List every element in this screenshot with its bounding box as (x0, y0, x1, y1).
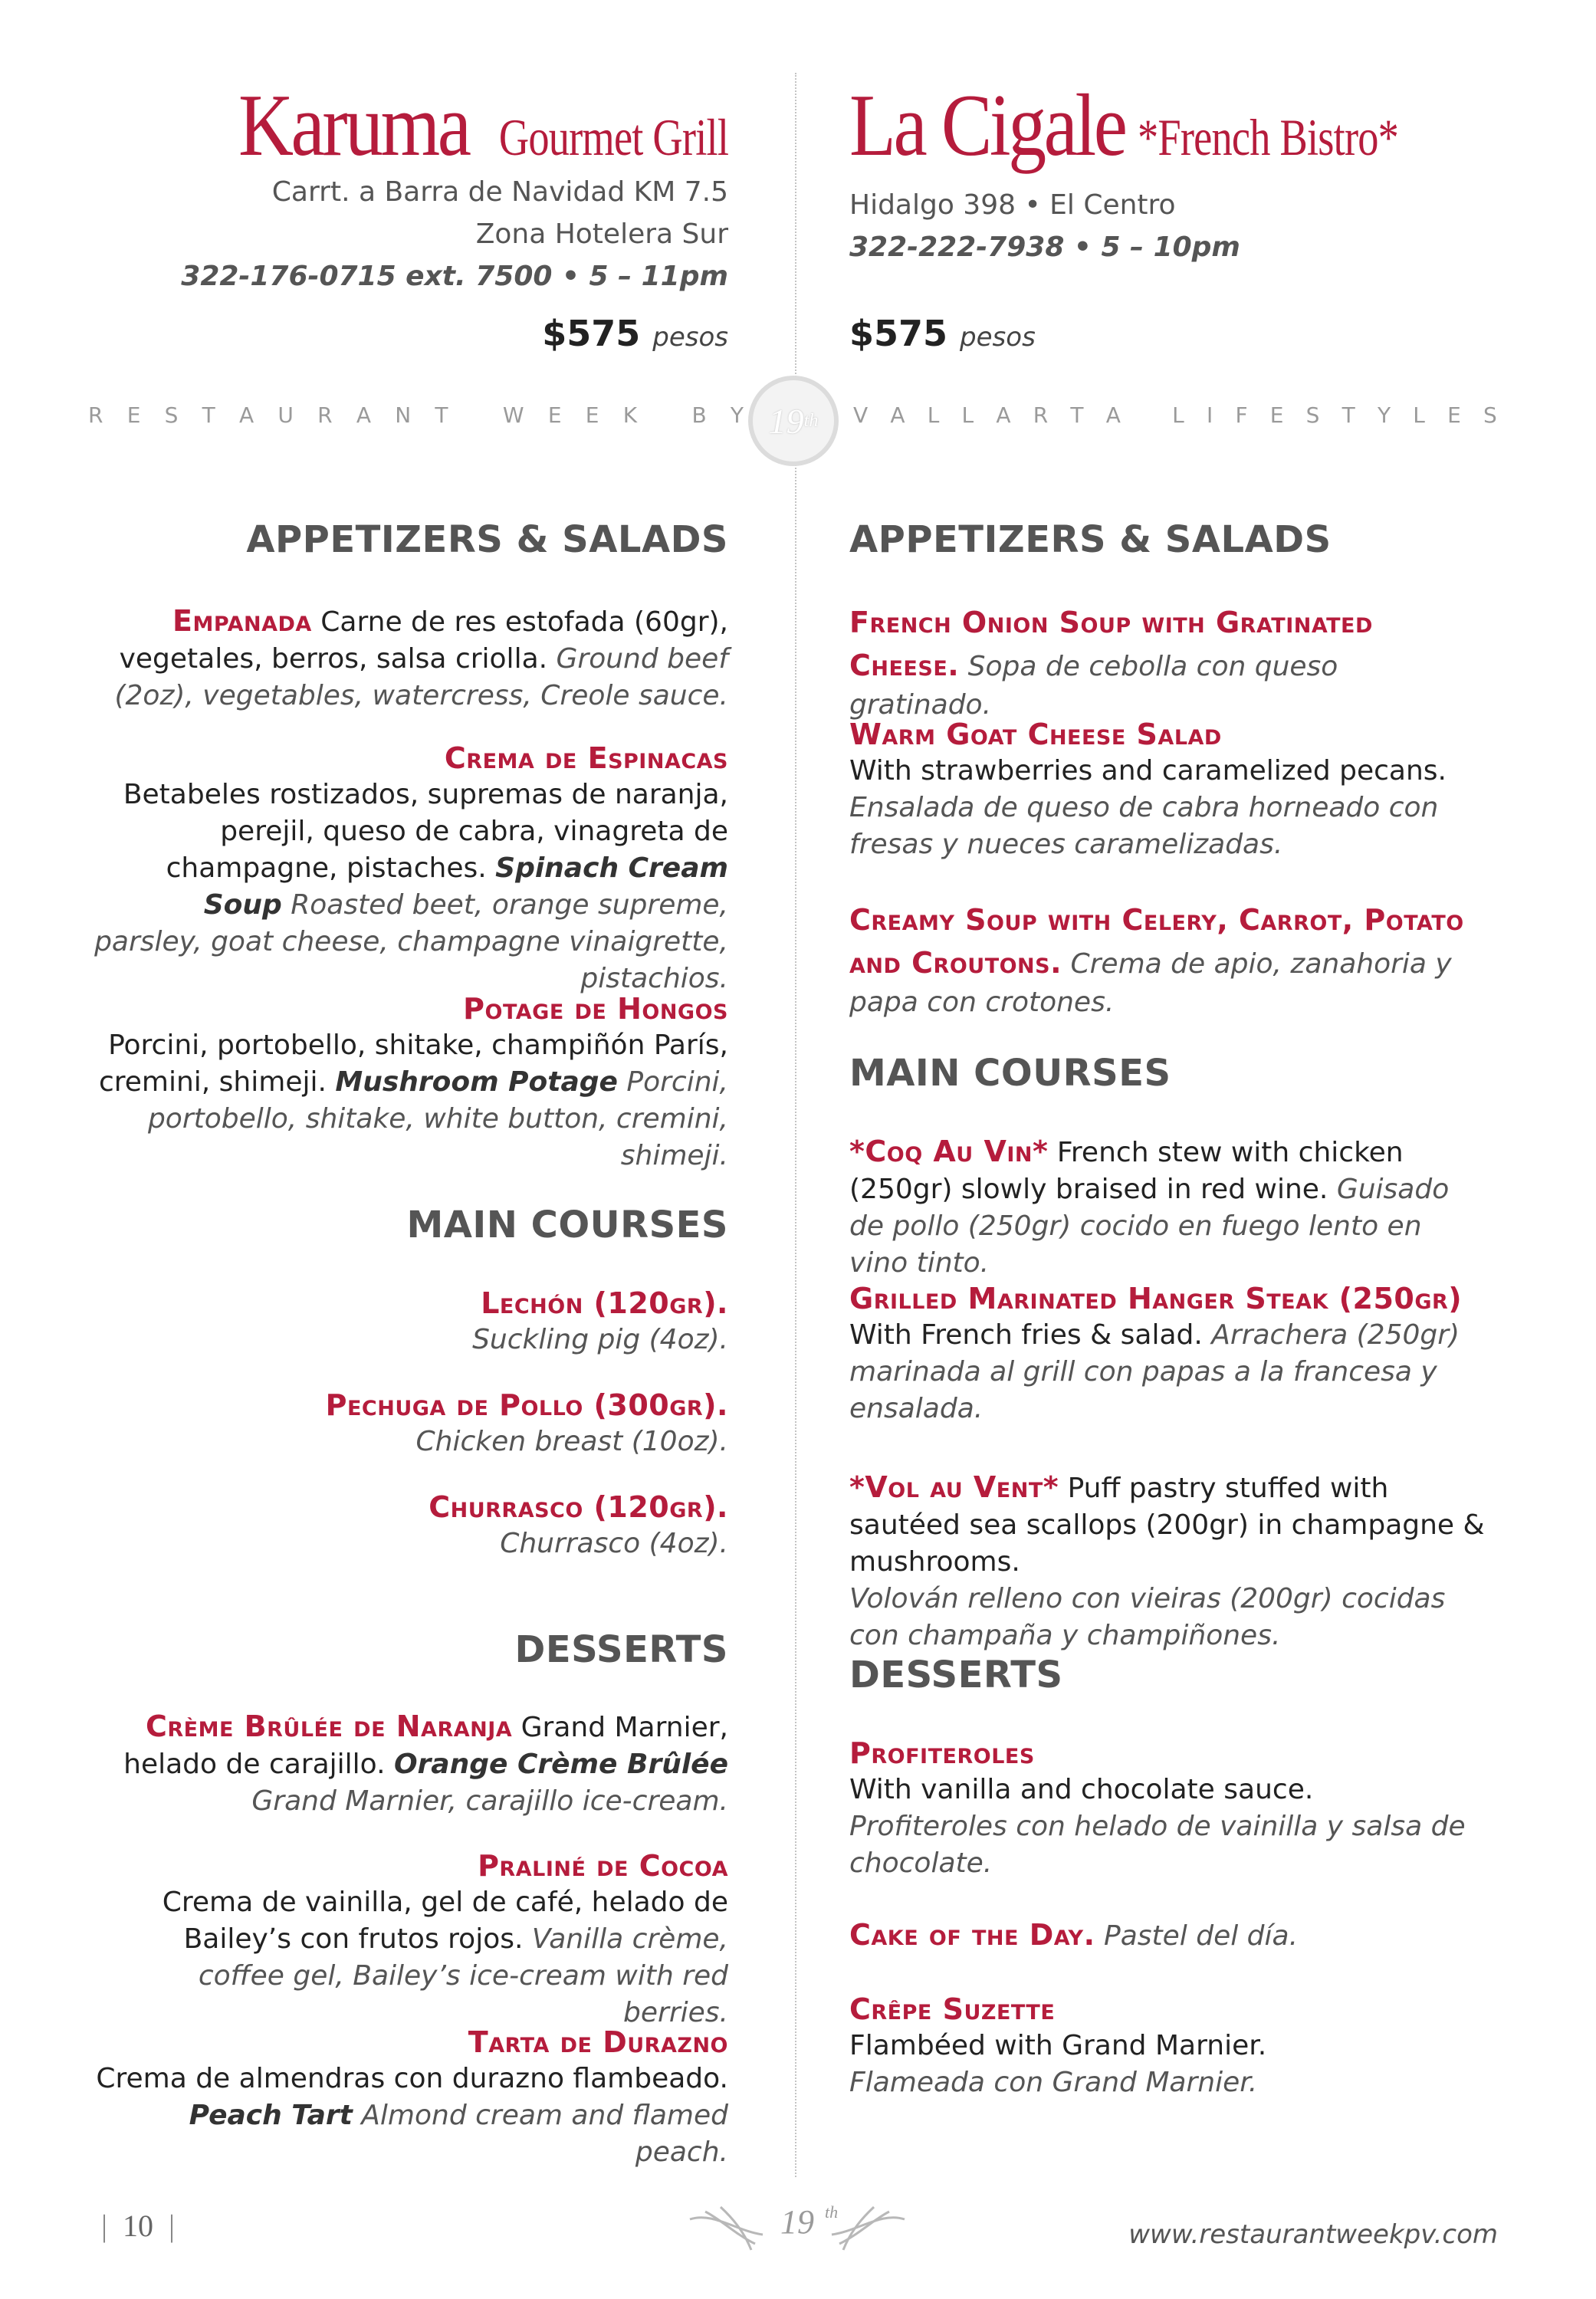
dish-translation: Chicken breast (10oz). (415, 1426, 728, 1457)
dish-english-name: Orange Crème Brûlée (393, 1749, 728, 1780)
dish-description: Porcini, portobello, shitake, champiñón París, cremini, shimeji. (98, 1030, 728, 1098)
banner-letter: T (435, 402, 448, 428)
banner-letter: B (691, 402, 707, 428)
banner-letter: R (317, 402, 333, 428)
dish-english-name: Spinach Cream Soup (203, 852, 728, 921)
dish-name: Churrasco (120gr). (429, 1490, 728, 1524)
banner-letter: A (890, 402, 905, 428)
dish-translation: Churrasco (4oz). (500, 1528, 728, 1559)
banner-letter: Y (730, 402, 744, 428)
banner-letter: V (853, 402, 869, 428)
price (542, 313, 728, 354)
dish-description: Grand Marnier, helado de carajillo. (123, 1712, 728, 1780)
menu-item (92, 1847, 728, 2031)
banner-letter: E (1269, 402, 1284, 428)
banner-letter (661, 402, 668, 428)
price-unit: pesos (960, 322, 1036, 353)
dish-translation: Sopa de cebolla con queso gratinado. (849, 651, 1338, 721)
restaurant-address (181, 171, 728, 297)
banner-letter: E (585, 402, 599, 428)
dish-name: Creamy Soup with Celery, Carrot, Potato and Croutons. (849, 903, 1464, 980)
banner-letter: S (1305, 402, 1320, 428)
dish-description: With French fries & salad. (849, 1319, 1212, 1351)
banner-letter: L (961, 402, 974, 428)
dish-name: Pechuga de Pollo (300gr). (325, 1388, 728, 1422)
dish-name: Crêpe Suzette (849, 1992, 1056, 2026)
dish-translation: Porcini, portobello, shitake, white button, cremini, shimeji. (147, 1066, 728, 1171)
banner-letter: E (126, 402, 141, 428)
menu-item (849, 898, 1486, 1021)
dish-translation: Pastel del día. (1095, 1920, 1299, 1952)
dish-description: Flambéed with Grand Marnier. (849, 2030, 1267, 2061)
restaurant-name-sub: *French Bistro* (1138, 108, 1399, 166)
menu-item (92, 1708, 728, 1820)
dish-name: *Vol au Vent* (849, 1470, 1059, 1504)
dish-name: Lechón (120gr). (481, 1286, 728, 1320)
menu-item (92, 990, 728, 1174)
phone-hours: 322-176-0715 ext. 7500 • 5 – 11pm (181, 261, 728, 292)
restaurant-name-main: Karuma (238, 77, 469, 175)
dish-translation: Crema de apio, zanahoria y papa con crotones. (849, 948, 1452, 1018)
dish-description: With strawberries and caramelized pecans. (849, 755, 1447, 787)
banner-letter: N (395, 402, 412, 428)
price-amount: $575 (849, 313, 948, 354)
banner-letter: E (1447, 402, 1461, 428)
section-title: DESSERTS (849, 1654, 1063, 1696)
banner-letter (472, 402, 479, 428)
dish-translation: Flameada con Grand Marnier. (849, 2067, 1258, 2098)
footer-logo (675, 2189, 920, 2261)
price-unit: pesos (652, 322, 728, 353)
banner-letter: T (202, 402, 215, 428)
banner-left-text (88, 402, 744, 428)
banner-letter: K (622, 402, 638, 428)
menu-item (92, 740, 728, 997)
phone-hours: 322-222-7938 • 5 – 10pm (849, 232, 1240, 263)
dish-translation: Vanilla crème, coffee gel, Bailey’s ice-cream with red berries. (198, 1923, 728, 2028)
banner-letter: A (356, 402, 371, 428)
dish-translation: Volován relleno con vieiras (200gr) cocidas con champaña y champiñones. (849, 1583, 1446, 1651)
banner-letter: L (1413, 402, 1425, 428)
menu-item (849, 1469, 1486, 1654)
dish-translation: Guisado de pollo (250gr) cocido en fuego lento en vino tinto. (849, 1174, 1450, 1279)
menu-item (92, 2024, 728, 2171)
menu-item (92, 1489, 728, 1562)
address-line-1: Hidalgo 398 • El Centro (849, 189, 1176, 221)
address-line-1: Carrt. a Barra de Navidad KM 7.5 (271, 176, 728, 208)
menu-item (849, 1916, 1486, 1955)
banner-letter: L (1172, 402, 1184, 428)
dish-translation: Arrachera (250gr) marinada al grill con papas a la francesa y ensalada. (849, 1319, 1460, 1424)
anniversary-badge (748, 376, 839, 466)
menu-item (92, 1387, 728, 1460)
menu-item (92, 603, 728, 714)
banner-letter: S (164, 402, 179, 428)
dish-translation: Grand Marnier, carajillo ice-cream. (251, 1785, 728, 1817)
badge-suffix: th (803, 410, 819, 431)
banner-letter: Y (1377, 402, 1391, 428)
section-title: MAIN COURSES (406, 1204, 728, 1246)
dish-name: Cake of the Day. (849, 1918, 1095, 1952)
address-line-2: Zona Hotelera Sur (475, 218, 728, 250)
banner-right-text (853, 402, 1497, 428)
restaurant-name-sub: Gourmet Grill (498, 108, 728, 166)
footer-logo-number: 19 (780, 2203, 814, 2241)
banner-letter: A (1105, 402, 1121, 428)
banner-letter: I (1206, 402, 1213, 428)
dish-translation: Almond cream and flamed peach. (352, 2100, 728, 2168)
dish-description: Puff pastry stuffed with sautéed sea scallops (200gr) in champagne & mushrooms. (849, 1473, 1485, 1578)
banner-letter: R (88, 402, 103, 428)
dish-name: Praliné de Cocoa (478, 1849, 728, 1883)
menu-item (849, 1133, 1486, 1282)
section-title: DESSERTS (514, 1628, 728, 1671)
banner-letter (1143, 402, 1150, 428)
banner-letter: F (1235, 402, 1248, 428)
dish-name: Potage de Hongos (463, 992, 728, 1026)
dish-description: With vanilla and chocolate sauce. (849, 1774, 1314, 1805)
banner-letter: E (547, 402, 562, 428)
dish-description: French stew with chicken (250gr) slowly braised in red wine. (849, 1137, 1404, 1205)
dish-description: Crema de almendras con durazno flambeado. (96, 2063, 728, 2094)
menu-item (92, 1285, 728, 1358)
banner-letter: R (1033, 402, 1049, 428)
dish-description: Crema de vainilla, gel de café, helado de Bailey’s con frutos rojos. (162, 1887, 728, 1955)
menu-item (849, 716, 1486, 863)
banner-letter: A (239, 402, 255, 428)
dish-name: Crema de Espinacas (444, 741, 728, 775)
restaurant-address (849, 184, 1240, 268)
section-title: APPETIZERS & SALADS (246, 518, 728, 561)
dish-translation: Ensalada de queso de cabra horneado con fresas y nueces caramelizadas. (849, 792, 1439, 860)
footer-logo-suffix: th (825, 2202, 839, 2222)
dish-description: Betabeles rostizados, supremas de naranja, perejil, queso de cabra, vinagreta de champagne, pistaches. (123, 779, 728, 884)
menu-item (849, 1280, 1486, 1427)
dish-name: Profiteroles (849, 1736, 1035, 1770)
dish-description: Carne de res estofada (60gr), vegetales, berros, salsa criolla. (119, 606, 728, 675)
dish-translation: Ground beef (2oz), vegetables, watercress, Creole sauce. (114, 643, 728, 711)
page-number-value: 10 (123, 2209, 154, 2243)
banner-letter: S (1483, 402, 1497, 428)
banner-letter: L (927, 402, 940, 428)
dish-name: French Onion Soup with Gratinated Cheese. (849, 606, 1373, 682)
dish-translation: Roasted beet, orange supreme, parsley, goat cheese, champagne vinaigrette, pistachios. (94, 889, 728, 994)
dish-english-name: Peach Tart (189, 2100, 353, 2131)
page-number: | 10 | (101, 2209, 176, 2243)
banner-letter: T (1070, 402, 1084, 428)
menu-item (849, 1735, 1486, 1882)
section-title: MAIN COURSES (849, 1052, 1171, 1095)
dish-translation: Suckling pig (4oz). (472, 1324, 728, 1355)
dish-name: Crème Brûlée de Naranja (146, 1709, 513, 1743)
restaurant-name-main: La Cigale (849, 77, 1125, 175)
menu-item (849, 1991, 1486, 2101)
dish-name: Empanada (172, 604, 312, 638)
price (849, 313, 1036, 354)
banner-letter: U (277, 402, 294, 428)
badge-number: 19 (768, 401, 804, 441)
section-title: APPETIZERS & SALADS (849, 518, 1332, 561)
price-amount: $575 (542, 313, 641, 354)
dish-translation: Profiteroles con helado de vainilla y salsa de chocolate. (849, 1811, 1466, 1879)
dish-name: *Coq Au Vin* (849, 1135, 1049, 1168)
dish-name: Grilled Marinated Hanger Steak (250gr) (849, 1282, 1463, 1315)
restaurant-name-la-cigale (849, 75, 1463, 177)
dish-name: Warm Goat Cheese Salad (849, 718, 1222, 751)
banner-letter: A (996, 402, 1011, 428)
banner-letter: T (1341, 402, 1355, 428)
website-url[interactable]: www.restaurantweekpv.com (1128, 2219, 1498, 2250)
restaurant-name-karuma (201, 75, 728, 177)
menu-item (849, 601, 1486, 724)
dish-english-name: Mushroom Potage (335, 1066, 618, 1098)
banner-letter: W (502, 402, 524, 428)
dish-name: Tarta de Durazno (468, 2025, 728, 2059)
